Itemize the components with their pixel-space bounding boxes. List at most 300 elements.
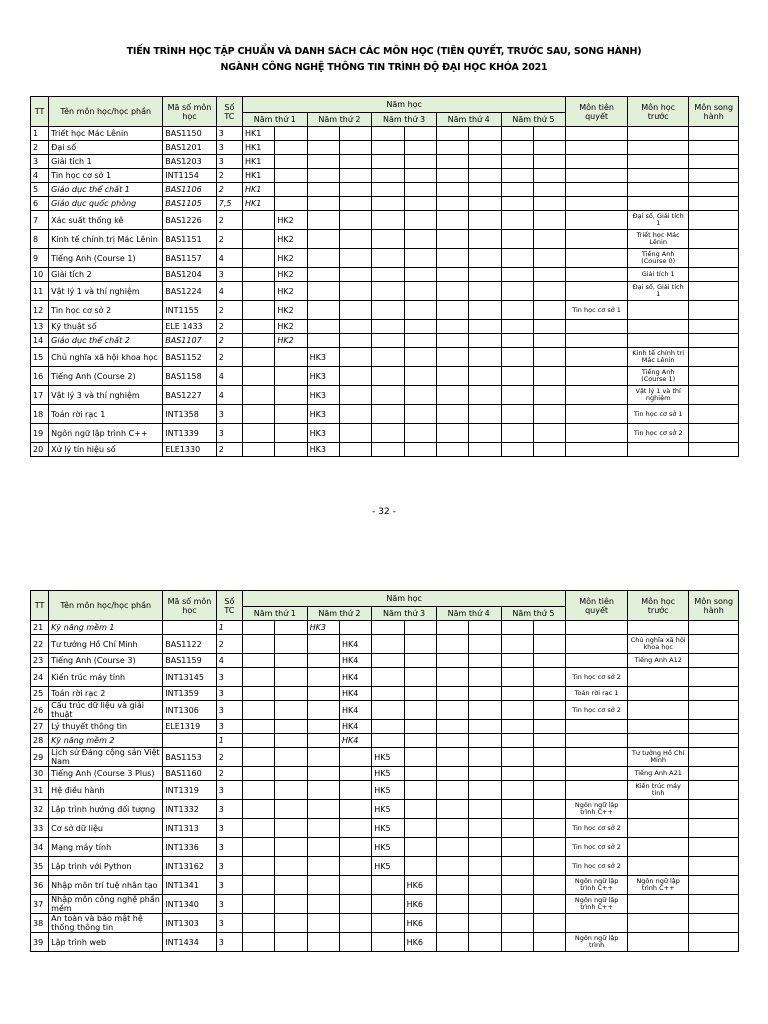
course-name: Giải tích 2	[49, 268, 163, 282]
empty-cell	[436, 443, 468, 457]
empty-cell	[469, 687, 501, 701]
empty-cell	[469, 197, 501, 211]
empty-cell	[469, 819, 501, 838]
empty-cell	[243, 348, 275, 367]
empty-cell	[501, 141, 533, 155]
empty-cell	[501, 169, 533, 183]
empty-cell	[307, 654, 339, 668]
empty-cell	[404, 800, 436, 819]
empty-cell	[533, 819, 565, 838]
previous-course-cell	[627, 800, 689, 819]
empty-cell	[469, 405, 501, 424]
course-credits: 4	[216, 654, 242, 668]
empty-cell	[436, 127, 468, 141]
empty-cell	[307, 895, 339, 914]
empty-cell	[243, 282, 275, 301]
parallel-course-cell	[689, 781, 739, 800]
course-credits: 3	[216, 838, 242, 857]
previous-course-cell	[627, 127, 689, 141]
empty-cell	[436, 621, 468, 635]
empty-cell	[533, 127, 565, 141]
table-row	[31, 268, 739, 282]
empty-cell	[243, 748, 275, 767]
empty-cell	[307, 687, 339, 701]
empty-cell	[372, 249, 404, 268]
empty-cell	[339, 268, 371, 282]
empty-cell	[307, 701, 339, 720]
empty-cell	[339, 211, 371, 230]
course-credits: 3	[216, 800, 242, 819]
course-code: INT1340	[163, 895, 217, 914]
empty-cell	[436, 424, 468, 443]
course-code: INT1339	[163, 424, 217, 443]
empty-cell	[404, 230, 436, 249]
empty-cell	[501, 386, 533, 405]
prerequisite-cell: Toán rời rạc 1	[566, 687, 628, 701]
empty-cell	[501, 838, 533, 857]
course-name: Lập trình với Python	[49, 857, 163, 876]
course-code	[163, 621, 217, 635]
empty-cell	[275, 720, 307, 734]
empty-cell	[243, 635, 275, 654]
prerequisite-cell	[566, 621, 628, 635]
empty-cell	[243, 819, 275, 838]
empty-cell	[307, 183, 339, 197]
row-number: 5	[31, 183, 49, 197]
empty-cell	[469, 621, 501, 635]
empty-cell	[307, 635, 339, 654]
row-number: 16	[31, 367, 49, 386]
parallel-course-cell	[689, 443, 739, 457]
course-name: Lập trình web	[49, 933, 163, 952]
empty-cell	[501, 155, 533, 169]
empty-cell	[533, 405, 565, 424]
empty-cell	[533, 800, 565, 819]
prerequisite-cell	[566, 211, 628, 230]
empty-cell	[436, 895, 468, 914]
previous-course-cell: Đại số, Giải tích 1	[627, 282, 689, 301]
course-code: BAS1227	[163, 386, 217, 405]
prerequisite-cell	[566, 155, 628, 169]
semester-cell: HK4	[339, 635, 371, 654]
empty-cell	[339, 857, 371, 876]
empty-cell	[404, 424, 436, 443]
course-name: Toán rời rạc 1	[49, 405, 163, 424]
header-credits: Số TC	[216, 97, 242, 127]
empty-cell	[469, 443, 501, 457]
row-number: 7	[31, 211, 49, 230]
empty-cell	[501, 367, 533, 386]
empty-cell	[275, 367, 307, 386]
empty-cell	[339, 127, 371, 141]
empty-cell	[436, 334, 468, 348]
course-name: Hệ điều hành	[49, 781, 163, 800]
empty-cell	[533, 876, 565, 895]
course-credits: 3	[216, 424, 242, 443]
prerequisite-cell	[566, 268, 628, 282]
course-code: ELE1319	[163, 720, 217, 734]
empty-cell	[307, 800, 339, 819]
semester-cell: HK1	[243, 183, 275, 197]
empty-cell	[501, 183, 533, 197]
empty-cell	[372, 183, 404, 197]
empty-cell	[469, 367, 501, 386]
previous-course-cell	[627, 141, 689, 155]
header-year-4: Năm thứ 4	[436, 607, 501, 621]
empty-cell	[275, 701, 307, 720]
empty-cell	[243, 334, 275, 348]
row-number: 6	[31, 197, 49, 211]
row-number: 29	[31, 748, 49, 767]
parallel-course-cell	[689, 348, 739, 367]
parallel-course-cell	[689, 895, 739, 914]
empty-cell	[501, 268, 533, 282]
previous-course-cell: Tiếng Anh (Course 0)	[627, 249, 689, 268]
empty-cell	[243, 424, 275, 443]
empty-cell	[436, 857, 468, 876]
prerequisite-cell	[566, 169, 628, 183]
empty-cell	[404, 301, 436, 320]
empty-cell	[339, 933, 371, 952]
semester-cell: HK5	[372, 857, 404, 876]
parallel-course-cell	[689, 183, 739, 197]
table-row	[31, 230, 739, 249]
prerequisite-cell	[566, 781, 628, 800]
course-credits: 4	[216, 282, 242, 301]
empty-cell	[501, 914, 533, 933]
empty-cell	[469, 386, 501, 405]
previous-course-cell	[627, 668, 689, 687]
semester-cell: HK2	[275, 211, 307, 230]
course-name: Tiếng Anh (Course 1)	[49, 249, 163, 268]
empty-cell	[469, 169, 501, 183]
course-name: Tin học cơ sở 2	[49, 301, 163, 320]
empty-cell	[533, 767, 565, 781]
previous-course-cell	[627, 443, 689, 457]
empty-cell	[243, 211, 275, 230]
header-course-code: Mã số môn học	[163, 591, 217, 621]
course-name: Lập trình hướng đối tượng	[49, 800, 163, 819]
semester-cell: HK6	[404, 895, 436, 914]
empty-cell	[307, 819, 339, 838]
empty-cell	[275, 687, 307, 701]
empty-cell	[307, 127, 339, 141]
prerequisite-cell	[566, 767, 628, 781]
course-code: BAS1122	[163, 635, 217, 654]
semester-cell: HK5	[372, 819, 404, 838]
semester-cell: HK2	[275, 320, 307, 334]
previous-course-cell: Kinh tế chính trị Mác Lênin	[627, 348, 689, 367]
empty-cell	[275, 405, 307, 424]
header-course-name: Tên môn học/học phần	[49, 591, 163, 621]
empty-cell	[339, 819, 371, 838]
course-name: Kỹ năng mềm 1	[49, 621, 163, 635]
empty-cell	[533, 155, 565, 169]
parallel-course-cell	[689, 621, 739, 635]
empty-cell	[275, 621, 307, 635]
empty-cell	[275, 914, 307, 933]
row-number: 14	[31, 334, 49, 348]
empty-cell	[243, 857, 275, 876]
previous-course-cell: Chủ nghĩa xã hội khoa học	[627, 635, 689, 654]
curriculum-table-2	[30, 590, 739, 952]
header-parallel-course: Môn song hành	[689, 591, 739, 621]
course-name: Giáo dục quốc phòng	[49, 197, 163, 211]
empty-cell	[469, 301, 501, 320]
empty-cell	[533, 424, 565, 443]
empty-cell	[469, 249, 501, 268]
table-row	[31, 367, 739, 386]
empty-cell	[372, 127, 404, 141]
empty-cell	[372, 424, 404, 443]
empty-cell	[469, 282, 501, 301]
previous-course-cell	[627, 838, 689, 857]
parallel-course-cell	[689, 155, 739, 169]
course-code: INT1336	[163, 838, 217, 857]
semester-cell: HK1	[243, 155, 275, 169]
course-name: Vật lý 1 và thí nghiệm	[49, 282, 163, 301]
course-name: Xác suất thống kê	[49, 211, 163, 230]
empty-cell	[533, 635, 565, 654]
course-name: Cấu trúc dữ liệu và giải thuật	[49, 701, 163, 720]
prerequisite-cell	[566, 334, 628, 348]
parallel-course-cell	[689, 819, 739, 838]
row-number: 18	[31, 405, 49, 424]
previous-course-cell	[627, 197, 689, 211]
empty-cell	[501, 424, 533, 443]
table-row	[31, 767, 739, 781]
row-number: 13	[31, 320, 49, 334]
document-title-line-2: NGÀNH CÔNG NGHỆ THÔNG TIN TRÌNH ĐỘ ĐẠI HỌC KHÓA 2021	[220, 62, 548, 73]
row-number: 36	[31, 876, 49, 895]
empty-cell	[339, 197, 371, 211]
parallel-course-cell	[689, 268, 739, 282]
empty-cell	[501, 282, 533, 301]
course-code: INT1306	[163, 701, 217, 720]
header-course-code: Mã số môn học	[163, 97, 217, 127]
semester-cell: HK6	[404, 914, 436, 933]
empty-cell	[404, 857, 436, 876]
previous-course-cell: Ngôn ngữ lập trình C++	[627, 876, 689, 895]
empty-cell	[436, 301, 468, 320]
course-name: Tin học cơ sở 1	[49, 169, 163, 183]
empty-cell	[436, 183, 468, 197]
prerequisite-cell	[566, 230, 628, 249]
row-number: 33	[31, 819, 49, 838]
empty-cell	[404, 654, 436, 668]
empty-cell	[275, 800, 307, 819]
table-row	[31, 249, 739, 268]
empty-cell	[469, 748, 501, 767]
empty-cell	[372, 211, 404, 230]
course-credits: 3	[216, 141, 242, 155]
table-row	[31, 127, 739, 141]
empty-cell	[501, 748, 533, 767]
course-name: Ngôn ngữ lập trình C++	[49, 424, 163, 443]
empty-cell	[533, 386, 565, 405]
empty-cell	[307, 249, 339, 268]
empty-cell	[243, 895, 275, 914]
course-credits: 2	[216, 767, 242, 781]
parallel-course-cell	[689, 386, 739, 405]
prerequisite-cell: Ngôn ngữ lập trình C++	[566, 800, 628, 819]
header-year-2: Năm thứ 2	[307, 113, 372, 127]
empty-cell	[469, 933, 501, 952]
prerequisite-cell	[566, 748, 628, 767]
prerequisite-cell	[566, 282, 628, 301]
table-row	[31, 301, 739, 320]
empty-cell	[501, 249, 533, 268]
empty-cell	[436, 748, 468, 767]
course-code: BAS1159	[163, 654, 217, 668]
empty-cell	[372, 914, 404, 933]
empty-cell	[533, 268, 565, 282]
row-number: 23	[31, 654, 49, 668]
empty-cell	[533, 183, 565, 197]
semester-cell: HK4	[339, 654, 371, 668]
course-credits: 2	[216, 748, 242, 767]
semester-cell: HK4	[339, 668, 371, 687]
empty-cell	[372, 654, 404, 668]
empty-cell	[501, 701, 533, 720]
empty-cell	[436, 282, 468, 301]
header-parallel-course: Môn song hành	[689, 97, 739, 127]
course-credits: 3	[216, 933, 242, 952]
empty-cell	[404, 211, 436, 230]
empty-cell	[275, 386, 307, 405]
course-credits: 2	[216, 230, 242, 249]
previous-course-cell	[627, 687, 689, 701]
header-year-1: Năm thứ 1	[243, 113, 308, 127]
course-credits: 1	[216, 734, 242, 748]
parallel-course-cell	[689, 127, 739, 141]
parallel-course-cell	[689, 405, 739, 424]
empty-cell	[436, 767, 468, 781]
empty-cell	[533, 914, 565, 933]
empty-cell	[307, 334, 339, 348]
row-number: 1	[31, 127, 49, 141]
course-name: Kiến trúc máy tính	[49, 668, 163, 687]
empty-cell	[469, 668, 501, 687]
previous-course-cell	[627, 334, 689, 348]
empty-cell	[243, 249, 275, 268]
empty-cell	[436, 781, 468, 800]
course-code: BAS1160	[163, 767, 217, 781]
table-row	[31, 857, 739, 876]
course-code: INT1359	[163, 687, 217, 701]
course-code: INT1332	[163, 800, 217, 819]
previous-course-cell	[627, 169, 689, 183]
empty-cell	[339, 876, 371, 895]
prerequisite-cell	[566, 635, 628, 654]
prerequisite-cell: Tin học cơ sở 2	[566, 838, 628, 857]
table-row	[31, 443, 739, 457]
empty-cell	[469, 838, 501, 857]
empty-cell	[339, 914, 371, 933]
empty-cell	[275, 895, 307, 914]
empty-cell	[436, 668, 468, 687]
empty-cell	[339, 282, 371, 301]
prerequisite-cell	[566, 914, 628, 933]
empty-cell	[404, 621, 436, 635]
empty-cell	[501, 687, 533, 701]
empty-cell	[501, 621, 533, 635]
empty-cell	[243, 933, 275, 952]
table-row	[31, 183, 739, 197]
empty-cell	[275, 819, 307, 838]
course-code: INT1155	[163, 301, 217, 320]
prerequisite-cell	[566, 141, 628, 155]
empty-cell	[275, 838, 307, 857]
table-row	[31, 895, 739, 914]
empty-cell	[533, 933, 565, 952]
empty-cell	[243, 268, 275, 282]
table-row	[31, 405, 739, 424]
semester-cell: HK3	[307, 386, 339, 405]
table-row	[31, 933, 739, 952]
empty-cell	[533, 748, 565, 767]
empty-cell	[501, 635, 533, 654]
empty-cell	[339, 183, 371, 197]
row-number: 8	[31, 230, 49, 249]
empty-cell	[469, 268, 501, 282]
row-number: 12	[31, 301, 49, 320]
table-row	[31, 800, 739, 819]
previous-course-cell	[627, 734, 689, 748]
empty-cell	[436, 720, 468, 734]
header-prerequisite: Môn tiên quyết	[566, 591, 628, 621]
empty-cell	[307, 720, 339, 734]
course-code: BAS1151	[163, 230, 217, 249]
empty-cell	[533, 249, 565, 268]
prerequisite-cell	[566, 367, 628, 386]
table-row	[31, 748, 739, 767]
empty-cell	[501, 781, 533, 800]
semester-cell: HK5	[372, 838, 404, 857]
course-credits: 4	[216, 249, 242, 268]
empty-cell	[436, 838, 468, 857]
empty-cell	[372, 282, 404, 301]
previous-course-cell	[627, 720, 689, 734]
empty-cell	[307, 838, 339, 857]
row-number: 39	[31, 933, 49, 952]
empty-cell	[339, 748, 371, 767]
prerequisite-cell: Ngôn ngữ lập trình C++	[566, 876, 628, 895]
empty-cell	[533, 282, 565, 301]
empty-cell	[436, 230, 468, 249]
course-name: Giải tích 1	[49, 155, 163, 169]
empty-cell	[469, 211, 501, 230]
previous-course-cell	[627, 857, 689, 876]
empty-cell	[372, 197, 404, 211]
course-code: INT1358	[163, 405, 217, 424]
empty-cell	[275, 734, 307, 748]
table-row	[31, 701, 739, 720]
empty-cell	[372, 405, 404, 424]
empty-cell	[469, 155, 501, 169]
empty-cell	[533, 348, 565, 367]
empty-cell	[339, 895, 371, 914]
row-number: 25	[31, 687, 49, 701]
header-tt: TT	[31, 97, 49, 127]
semester-cell: HK3	[307, 621, 339, 635]
parallel-course-cell	[689, 914, 739, 933]
empty-cell	[275, 748, 307, 767]
empty-cell	[533, 895, 565, 914]
empty-cell	[436, 249, 468, 268]
semester-cell: HK5	[372, 781, 404, 800]
table-row	[31, 654, 739, 668]
